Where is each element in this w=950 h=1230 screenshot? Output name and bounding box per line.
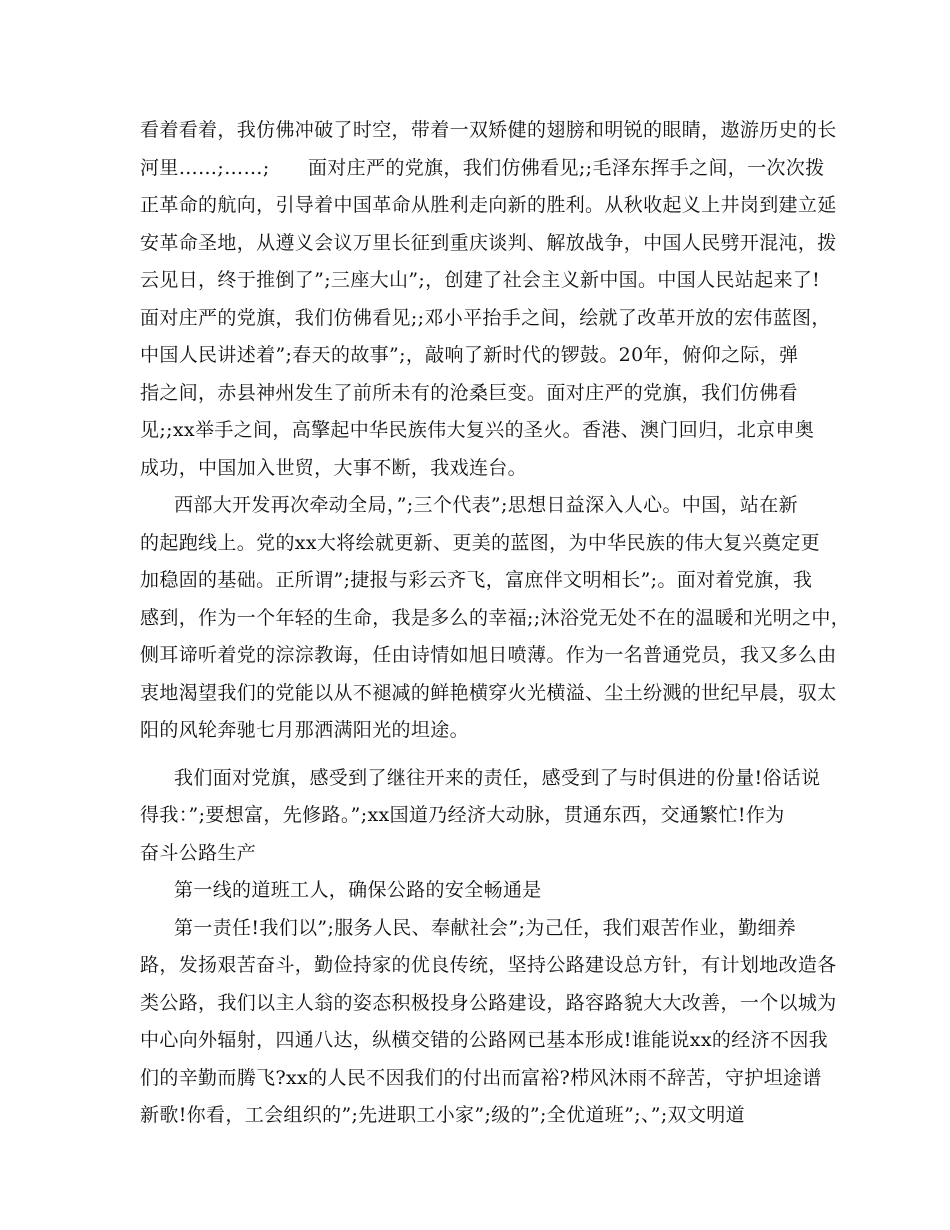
text-line: 西部大开发再次牵动全局，”;三个代表”;思想日益深入人心。中国，站在新 — [174, 494, 798, 516]
text-line: 看着看着，我仿佛冲破了时空，带着一双矫健的翅膀和明锐的眼睛，遨游历史的长 — [140, 119, 837, 141]
text-line: 得我：”;要想富，先修路。”;xx国道乃经济大动脉，贯通东西，交通繁忙!作为 — [140, 804, 785, 826]
text-line: 第一线的道班工人，确保公路的安全畅通是 — [174, 879, 542, 901]
text-line: 的起跑线上。党的xx大将绘就更新、更美的蓝图，为中华民族的伟大复兴奠定更 — [140, 531, 821, 554]
text-line: 衷地渴望我们的党能以从不褪减的鲜艳横穿火光横溢、尘土纷溅的世纪早晨，驭太 — [140, 681, 837, 704]
text-line: 们的辛勤而腾飞?xx的人民不因我们的付出而富裕?栉风沐雨不辞苦，守护坦途谱 — [140, 1066, 822, 1089]
text-line: 成功，中国加入世贸，大事不断，我戏连台。 — [140, 456, 528, 479]
text-line: 第一责任!我们以”;服务人民、奉献社会”;为己任，我们艰苦作业，勤细养 — [174, 916, 797, 939]
text-line: 奋斗公路生产 — [140, 841, 257, 864]
text-line: 感到，作为一个年轻的生命，我是多么的幸福;;沐浴党无处不在的温暖和光明之中， — [140, 606, 851, 629]
text-line: 新歌!你看，工会组织的”;先进职工小家”;级的”;全优道班”;、”;双文明道 — [140, 1104, 746, 1126]
text-line: 侧耳谛听着党的淙淙教诲，任由诗情如旭日喷薄。作为一名普通党员，我又多么由 — [140, 644, 837, 666]
document-body — [140, 112, 851, 1135]
text-line: 云见日，终于推倒了”;三座大山”;，创建了社会主义新中国。中国人民站起来了! — [140, 269, 821, 291]
text-line: 安革命圣地，从遵义会议万里长征到重庆谈判、解放战争，中国人民劈开混沌，拨 — [140, 231, 837, 254]
text-line: 河里……;……; 面对庄严的党旗，我们仿佛看见;;毛泽东挥手之间，一次次拨 — [140, 156, 825, 179]
text-line: 路，发扬艰苦奋斗，勤俭持家的优良传统，坚持公路建设总方针，有计划地改造各 — [140, 954, 837, 976]
text-line: 见;;xx举手之间，高擎起中华民族伟大复兴的圣火。香港、澳门回归，北京申奥 — [140, 419, 815, 441]
text-line: 中国人民讲述着”;春天的故事”;，敲响了新时代的锣鼓。20年，俯仰之际，弹 — [140, 344, 799, 366]
text-line: 正革命的航向，引导着中国革命从胜利走向新的胜利。从秋收起义上井岗到建立延 — [140, 194, 837, 216]
text-line: 面对庄严的党旗，我们仿佛看见;;邓小平抬手之间，绘就了改革开放的宏伟蓝图， — [140, 306, 831, 329]
text-line: 类公路，我们以主人翁的姿态积极投身公路建设，路容路貌大大改善，一个以城为 — [140, 991, 837, 1014]
text-line: 我们面对党旗，感受到了继往开来的责任，感受到了与时俱进的份量!俗话说 — [174, 766, 821, 789]
text-line: 指之间，赤县神州发生了前所未有的沧桑巨变。面对庄严的党旗，我们仿佛看 — [140, 381, 798, 404]
text-line: 中心向外辐射，四通八达，纵横交错的公路网已基本形成!谁能说xx的经济不因我 — [140, 1029, 829, 1051]
text-line: 阳的风轮奔驰七月那洒满阳光的坦途。 — [140, 719, 469, 741]
text-line: 加稳固的基础。正所谓”;捷报与彩云齐飞，富庶伴文明相长”;。面对着党旗，我 — [140, 569, 813, 591]
